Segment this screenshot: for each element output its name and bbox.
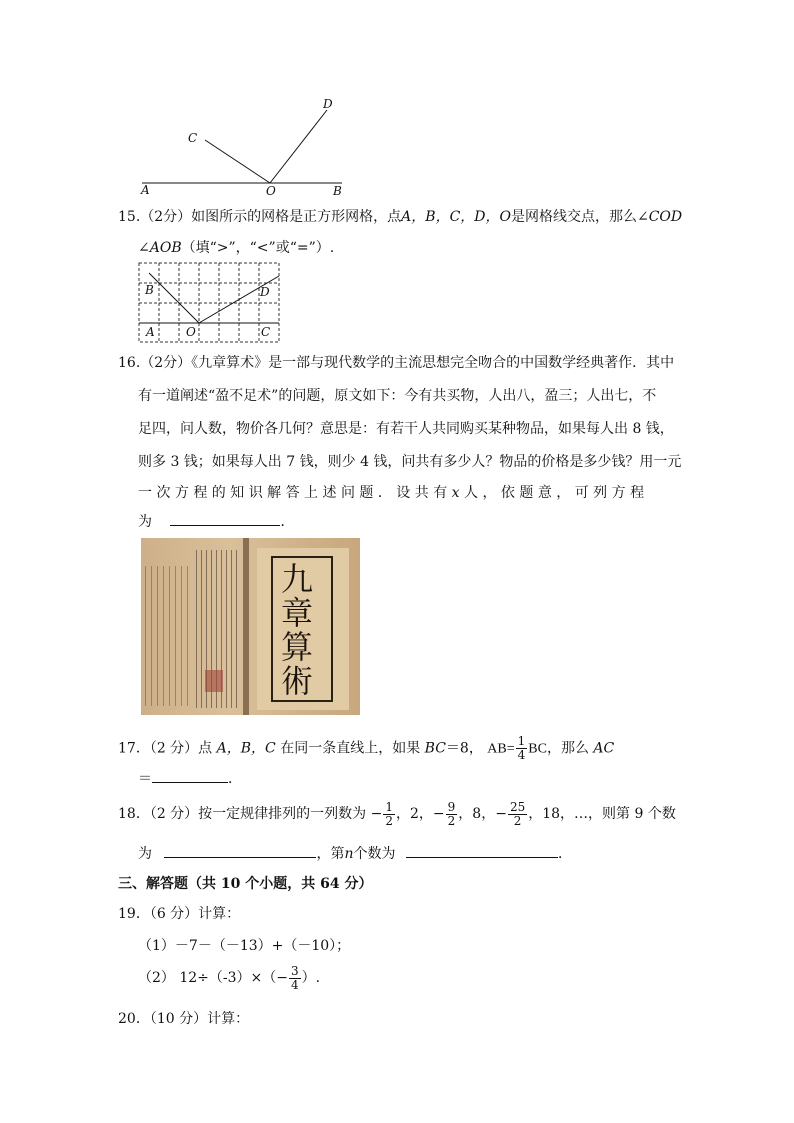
q18-line1: [118, 800, 676, 828]
grid-label-o: O: [186, 325, 196, 339]
q18-answer-blank-1[interactable]: [164, 843, 316, 858]
q17-prefix: 17．（2 分）点: [118, 740, 213, 757]
book-left-page: [145, 566, 191, 706]
q15-text-1: 15.（2分）如图所示的网格是正方形网格，点: [118, 209, 402, 225]
q17-frac-num: 1: [517, 734, 526, 748]
q18-n: n: [344, 846, 354, 862]
q18-f3-num: 25: [509, 799, 526, 814]
q18-line2: [138, 843, 572, 864]
q17-line2: [138, 768, 242, 789]
q16-l6-prefix: 为: [138, 514, 152, 530]
q17-fraction: [516, 735, 528, 762]
q17-l2-end: ．: [228, 771, 242, 787]
q18-f2-den: 2: [447, 813, 456, 828]
q18-v2: ，2，: [396, 806, 433, 822]
q17-points: A，B，C: [216, 740, 276, 757]
q18-neg-3: −: [495, 806, 507, 822]
grid-ray-ob: [149, 273, 199, 323]
q18-v3: ，8，: [458, 806, 496, 822]
q18-l2-mid: ，第: [316, 846, 345, 862]
q19-neg: −: [276, 970, 289, 986]
book-cover: [257, 548, 349, 710]
q16-line1: 16.（2分）《九章算术》是一部与现代数学的主流思想完全吻合的中国数学经典著作．其中: [118, 355, 675, 371]
q18-f3-den: 2: [513, 813, 522, 828]
q17-ac: AC: [593, 740, 615, 757]
book-photo: [141, 538, 360, 715]
book-spine: [243, 538, 249, 715]
q16-line6: [138, 511, 294, 532]
q18-f1-num: 1: [385, 799, 393, 814]
q19-frac-den: 4: [291, 977, 299, 992]
q17-ab: AB=: [487, 741, 515, 757]
label-o: O: [266, 184, 276, 198]
q18-l2-mid2: 个数为: [353, 846, 396, 862]
q20-title: 20．（10 分）计算：: [118, 1011, 250, 1027]
q17-bc2: BC: [528, 741, 547, 757]
q16-l5-suffix: 人 ， 依 题 意 ， 可 列 方 程: [464, 485, 645, 501]
label-d: D: [323, 97, 333, 111]
q16-line3: 足四，问人数，物价各几何？意思是：有若干人共同购买某种物品，如果每人出 8 钱，: [138, 421, 674, 437]
grid-label-d: D: [260, 285, 270, 299]
label-c: C: [188, 131, 198, 145]
q18-frac-3: [508, 801, 527, 828]
q16-line4: 则多 3 钱；如果每人出 7 钱，则少 4 钱，问共有多少人？物品的价格是多少钱？用一元: [138, 454, 682, 470]
q17-then: ，那么: [546, 740, 589, 757]
grid-label-a: A: [146, 325, 155, 339]
q16-l5-prefix: 一 次 方 程 的 知 识 解 答 上 述 问 题 ． 设 共 有: [138, 485, 448, 501]
ray-oc: [205, 140, 270, 183]
q17-answer-blank[interactable]: [152, 768, 228, 783]
q17-eq8: ＝8，: [445, 740, 483, 757]
grid-label-b: B: [145, 283, 154, 297]
ray-od: [270, 110, 327, 183]
q19-fraction: [289, 965, 301, 992]
q15-fill-hint: （填“>”，“<”或“=”）.: [181, 240, 335, 256]
q16-line2: 有一道阐述“盈不足术”的问题，原文如下：今有共买物，人出八，盈三；人出七，不: [138, 388, 657, 404]
q17-l2-eq: ＝: [138, 771, 152, 787]
label-a: A: [141, 183, 150, 197]
q15-points: A，B，C，D，O: [401, 209, 511, 225]
q17-line1: [118, 735, 614, 762]
q19-p2-suffix: ）.: [301, 970, 321, 986]
book-seal: [205, 670, 223, 692]
q18-f2-num: 9: [447, 799, 456, 814]
q18-answer-blank-2[interactable]: [406, 843, 558, 858]
q18-frac-1: [383, 801, 395, 828]
q18-v4: ，18，…，则第 9 个数: [528, 806, 676, 822]
book-title-frame: [271, 556, 333, 702]
q15-text-2: 是网格线交点，那么∠: [510, 209, 649, 225]
q15-aob: ∠AOB: [138, 240, 182, 256]
q18-frac-2: [446, 801, 458, 828]
q18-neg-2: −: [432, 806, 445, 822]
q18-neg-1: −: [370, 806, 383, 822]
q17-bc: BC: [424, 740, 446, 757]
section3-title: 三、解答题（共 10 个小题，共 64 分）: [118, 876, 373, 892]
grid-label-c: C: [261, 325, 271, 339]
q16-answer-blank[interactable]: [170, 511, 280, 526]
cover-char-2: 章: [281, 594, 314, 632]
q19-part2: [138, 964, 320, 992]
q17-frac-den: 4: [517, 748, 526, 762]
q19-frac-num: 3: [291, 963, 299, 978]
q15-line2: [138, 238, 334, 258]
cover-char-1: 九: [281, 560, 314, 598]
label-b: B: [333, 184, 342, 198]
q16-line5: [138, 483, 644, 503]
q16-l6-end: ．: [280, 514, 295, 530]
q18-l2-end: ．: [557, 846, 572, 862]
q19-title: 19．（6 分）计算：: [118, 906, 241, 922]
q17-mid: 在同一条直线上，如果: [280, 740, 421, 757]
q19-p2-prefix: （2） 12÷（-3）×（: [138, 970, 277, 986]
q15-cod: COD: [648, 209, 683, 225]
q15-line1: [118, 207, 682, 227]
q18-prefix: 18．（2 分）按一定规律排列的一列数为: [118, 806, 367, 822]
cover-char-4: 術: [281, 662, 314, 700]
q18-l2-prefix: 为: [138, 846, 152, 862]
q19-part1: （1）－7－（－13）+（－10）；: [138, 938, 351, 954]
q16-var-x: x: [451, 485, 460, 501]
q18-f1-den: 2: [385, 813, 393, 828]
cover-char-3: 算: [281, 628, 314, 666]
